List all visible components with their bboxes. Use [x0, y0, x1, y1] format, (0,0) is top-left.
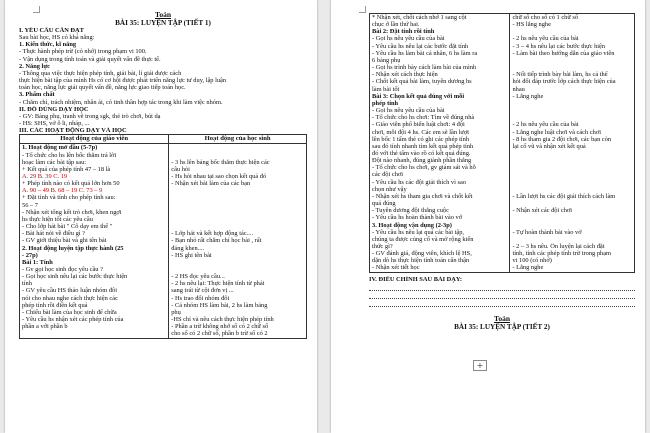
table-cell-line: - 27p) — [22, 251, 38, 259]
table-cell-line: nói cho nhau nghe cách thực hiện các — [22, 294, 118, 302]
table-cell-line: - 8 hs tham gia 2 đội chơi, các bạn còn — [512, 135, 612, 143]
table-cell-line: - Gọi hs trình bày cách làm bài của mình — [372, 64, 477, 72]
teacher-column — [370, 14, 510, 273]
table-cell-line: - Cho lớp hát bài " Cô dạy em thế " — [22, 223, 113, 231]
table-cell-line: 56 – 7 — [22, 201, 38, 209]
table-cell-line — [512, 64, 632, 71]
table-cell-line: các đội chơi — [372, 171, 404, 179]
right-page — [331, 0, 645, 433]
table-cell-line: chơi, mỗi đội 4 hs. Các em sẽ lần lượt — [372, 128, 470, 136]
table-cell-line: thức gì? — [372, 243, 393, 250]
table-cell-line: chục ở lần thứ hai. — [372, 21, 420, 29]
table-cell-line: tính — [22, 280, 32, 288]
table-cell-line: - Nhận xét hs tham gia chơi và chốt kết — [372, 192, 473, 200]
table-cell-line: - Nối tiếp trình bày bài làm, hs cả thể — [512, 71, 608, 79]
teacher-column — [20, 144, 169, 338]
table-cell-line: - Lắng nghe — [512, 92, 544, 100]
column-header: Hoạt động của học sinh — [169, 135, 307, 144]
table-cell-line: - Tự hoàn thành bài vào vở — [512, 228, 582, 236]
table-cell-line: - Gv gọi học sinh đọc yêu cầu ? — [22, 266, 103, 273]
paragraph: - Chăm chỉ, trách nhiệm, nhân ái, có tinh thần hợp tác trong khi làm việc nhóm. — [19, 98, 223, 106]
table-cell-line: - Chiếu bài làm của học sinh để chữa — [22, 308, 117, 316]
table-cell-line: vi 100 (có nhớ) — [512, 257, 552, 265]
table-cell-line: - 2 HS đọc yêu cầu... — [171, 273, 225, 281]
paragraph: - Thông qua việc thực hiện phép tính, giải bài, lí giải được cách — [19, 69, 182, 77]
table-cell-line: quả đúng — [372, 200, 396, 208]
table-cell-line: - GV đánh giá, động viên, khích lệ HS, — [372, 250, 472, 258]
subject-heading: Toán — [155, 10, 171, 19]
table-cell-line: nhau — [512, 85, 525, 93]
table-cell-line — [512, 186, 632, 193]
table-cell-line: Bài 1: Tính — [22, 258, 53, 266]
table-cell-line — [171, 266, 304, 273]
blank-line — [369, 292, 635, 299]
table-cell-line: - Yêu cầu hs nêu lại các bước đặt tính — [372, 42, 469, 50]
table-cell-line: - Yêu cầu hs các đội giải thích vì sao — [372, 178, 466, 186]
table-cell-line: - Bài hát nói về điều gì ? — [22, 230, 86, 238]
section-heading: I. YÊU CẦU CẦN ĐẠT — [19, 27, 84, 34]
table-cell-line: - Gọi hs nêu yêu cầu của bài — [372, 35, 445, 43]
section-heading: IV. ĐIỀU CHỈNH SAU BÀI DẠY: — [369, 275, 463, 283]
table-cell-line: A. 29 B. 39 C. 19 — [22, 172, 68, 180]
table-cell-line: 1. Hoạt động mở đầu (5-7p) — [22, 144, 98, 152]
table-cell-line: hs thực hiện tốt các yêu cầu — [22, 215, 93, 223]
table-cell-line: sang trái từ cột đơn vị ... — [171, 287, 234, 295]
table-cell-line — [512, 164, 632, 171]
student-column — [169, 144, 307, 338]
table-cell-line: sau đó tính nhanh tìm kết quả phép tính — [372, 142, 474, 150]
paragraph: - Thực hành phép trừ (có nhớ) trong phạm vi 100. — [19, 48, 147, 56]
table-cell-line: hoạc làm các bài tập sau: — [22, 158, 87, 166]
table-cell-line — [512, 57, 632, 64]
table-cell-line: - Nhận xét các đội chơi — [512, 207, 573, 215]
table-cell-line — [512, 107, 632, 114]
section-heading: II. ĐỒ DÙNG DẠY HỌC — [19, 105, 89, 113]
table-cell-line: lại cổ vũ và nhận xét kết quả — [512, 142, 586, 150]
table-cell-line: - Lần lượt hs các đội giải thích cách làm — [512, 192, 616, 200]
table-cell-line: Bài 2: Đặt tính rồi tính — [372, 28, 435, 36]
subsection-heading: 3. Phẩm chất — [19, 91, 55, 99]
paragraph: toán học, năng lực giải quyết vấn đề, năng lực giao tiếp toán học. — [19, 84, 186, 92]
table-cell-line — [171, 223, 304, 230]
table-cell-line: - Tổ chức cho hs chơi: Tìm về đúng nhà — [372, 114, 475, 122]
table-cell-line — [512, 214, 632, 221]
table-cell-line: - Yêu cầu hs làm bài cá nhân, 6 hs làm ra — [372, 49, 478, 57]
table-cell-line — [171, 187, 304, 194]
table-cell-line: phép tính rồi điền kết quả — [22, 301, 88, 309]
table-cell-line: chọn như vậy — [372, 185, 407, 193]
table-cell-line: - Lắng nghe luật chơi và cách chơi — [512, 128, 601, 136]
table-cell-line: -HS chỉ và nêu cách thực hiện phép tính — [171, 316, 274, 324]
table-cell-line: - Phần a trừ không nhớ số có 2 chữ số — [171, 323, 269, 331]
table-cell-line: - Nhận xét cách thực hiện — [372, 71, 438, 79]
table-cell-line: - Tổ chức cho hs chơi, gv giám sát và hỗ — [372, 164, 476, 172]
table-row — [20, 144, 307, 338]
table-cell-line: dặn dò hs thực hiện tính toán cẩn thận — [372, 257, 470, 265]
table-cell-line — [512, 236, 632, 243]
table-cell-line: - Nhận xét tiết học — [372, 264, 420, 272]
table-cell-line — [171, 144, 304, 151]
table-cell-line — [512, 200, 632, 207]
table-cell-line: phần a với phần b — [22, 323, 68, 331]
table-cell-line: - 2 hs nêu yêu cầu của bài — [512, 35, 579, 43]
table-cell-line — [171, 216, 304, 223]
table-cell-line: - Nhận xét bài làm của các bạn — [171, 180, 251, 188]
table-cell-line: - GV yêu cầu HS thảo luận nhóm đôi — [22, 287, 118, 295]
table-cell-line: làm bài tốt — [372, 85, 400, 93]
column-header: Hoạt động của giáo viên — [20, 135, 169, 144]
table-cell-line: phụ — [171, 308, 181, 316]
table-cell-line: - GV giới thiệu bài và ghi tên bài — [22, 237, 107, 245]
table-cell-line: - Nhận xét tổng kết trò chơi, khen ngợi — [22, 208, 122, 216]
table-cell-line: cho số có 2 chữ số, phần b trừ số có 2 — [171, 330, 268, 338]
table-cell-line: - 2 hs nêu yêu cầu của bài — [512, 121, 579, 129]
table-cell-line: A. 90 – 49 B. 68 – 19 C. 73 – 9 — [22, 187, 103, 195]
table-cell-line: - Chốt kết quả bài làm, tuyên dương hs — [372, 78, 472, 86]
left-page — [5, 0, 317, 433]
table-header-row — [20, 135, 307, 144]
table-cell-line: tính, tính các phép tính trừ trong phạm — [512, 250, 612, 258]
table-cell-line: đó với thẻ tấm vào rồ có kết quả đúng. — [372, 149, 471, 157]
table-row — [370, 14, 635, 273]
table-cell-line: - HS ghi tên bài — [171, 251, 212, 259]
next-lesson-title: BÀI 35: LUYỆN TẬP (TIẾT 2) — [454, 322, 550, 331]
table-cell-line: - 3 – 4 hs nêu lại các bước thực hiện — [512, 42, 606, 50]
table-cell-line — [171, 259, 304, 266]
table-cell-line — [512, 114, 632, 121]
table-cell-line — [512, 100, 632, 107]
table-cell-line — [512, 179, 632, 186]
table-cell-line: lên bốc 1 tấm thẻ có ghi các phép tính — [372, 135, 470, 143]
table-cell-line: 2. Hoạt động luyện tập thực hành (25 — [22, 244, 124, 252]
table-cell-line: chúng ta được củng cố và mở rộng kiến — [372, 235, 474, 243]
table-cell-line — [512, 28, 632, 35]
table-cell-line: đảng khen.... — [171, 244, 205, 252]
table-cell-line: 3. Hoạt động vận dụng (2-3p) — [372, 221, 452, 229]
table-cell-line: - Yêu cầu hs nêu lại quả các bài tập, — [372, 228, 465, 236]
table-cell-line: - Yêu cầu hs hoàn thành bài vào vở — [372, 214, 463, 222]
student-column — [510, 14, 635, 273]
table-cell-line: Bài 3: Chọn kết quả đúng với mỗi — [372, 92, 465, 100]
table-cell-line: - Tuyên dương đội thắng cuộc — [372, 207, 449, 215]
paragraph: - HS: SHS, vở ô li, nháp, ... — [19, 120, 90, 128]
table-cell-line: - 2 hs nêu lại: Thực hiện tính từ phải — [171, 280, 265, 288]
next-subject-heading: Toán — [494, 313, 510, 323]
table-cell-line — [512, 222, 632, 229]
table-cell-line: - Cả nhóm HS làm bài, 2 hs làm bảng — [171, 301, 268, 309]
add-row-icon[interactable]: + — [473, 360, 487, 371]
table-cell-line — [512, 171, 632, 178]
blank-line — [369, 300, 635, 307]
table-cell-line — [171, 194, 304, 201]
activities-table-continued — [369, 13, 635, 273]
paragraph: thực hiện bài tập của mình Hs có cơ hội được phát triển năng lực tư duy, lập luận — [19, 77, 227, 85]
table-cell-line — [512, 157, 632, 164]
blank-line — [369, 284, 635, 291]
table-cell-line — [171, 152, 304, 159]
table-cell-line: - Làm bài theo hướng dẫn của giáo viên — [512, 49, 615, 57]
table-cell-line: - Lớp hát và kết hợp động tác.... — [171, 230, 254, 238]
margin-mark — [359, 6, 366, 13]
activities-table — [19, 134, 307, 338]
table-cell-line: - Hs hỏi nhau tại sao chọn kết quả đó — [171, 172, 267, 180]
table-cell-line — [171, 209, 304, 216]
table-cell-line: - Hs trao đổi nhóm đôi — [171, 294, 230, 302]
lesson-title: BÀI 35: LUYỆN TẬP (TIẾT 1) — [115, 19, 211, 27]
table-cell-line — [171, 202, 304, 209]
table-cell-line: - 2 – 3 hs nêu. Ôn luyện lại cách đặt — [512, 243, 605, 250]
table-cell-line: câu hỏi — [171, 165, 190, 173]
paragraph: Sau bài học, HS có khả năng: — [19, 34, 95, 42]
table-cell-line: - 3 hs lên bảng bốc thăm thực hiện các — [171, 158, 270, 166]
table-cell-line: phép tính — [372, 99, 399, 107]
table-cell-line: + Kết quả của phép tính 47 – 18 là — [22, 165, 111, 173]
paragraph: - Vận dụng trong tính toán và giải quyết vấn đề thực tế. — [19, 55, 161, 63]
section-heading: III. CÁC HOẠT ĐỘNG DẠY VÀ HỌC — [19, 127, 127, 135]
table-cell-line: - Gọi hs nêu yêu cầu của bài — [372, 107, 445, 115]
table-cell-line: - HS lắng nghe — [512, 21, 551, 29]
table-cell-line — [512, 150, 632, 157]
table-cell-line: chữ số cho số có 1 chữ số — [512, 14, 579, 21]
table-cell-line: + Phép tính nào có kết quả lớn hơn 50 — [22, 180, 120, 188]
table-cell-line: hỏi đối đáp trước lớp cách thực hiện của — [512, 78, 616, 86]
subsection-heading: 1. Kiến thức, kĩ năng — [19, 41, 77, 49]
paragraph: - GV: Bảng phụ, tranh vẽ trong sgk, thẻ trò chơi, bút dạ — [19, 112, 161, 120]
table-cell-line: - Lắng nghe — [512, 264, 544, 272]
table-cell-line: - Giáo viên phổ biến luật chơi: 4 đội — [372, 121, 465, 129]
table-cell-line: - Tổ chức cho hs lên bốc thăm trả lời — [22, 151, 117, 159]
table-cell-line: - Gọi học sinh nêu lại các bước thực hiện — [22, 273, 128, 281]
table-cell-line: - Yêu cầu hs nhận xét các phép tính của — [22, 316, 124, 324]
table-cell-line: Đội nào nhanh, đúng giành phần thắng — [372, 157, 472, 165]
table-cell-line: - Bạn nhỏ rất chăm chỉ học bài , rất — [171, 237, 262, 245]
table-cell-line: 6 bảng phụ — [372, 56, 401, 64]
subsection-heading: 2. Năng lực — [19, 62, 50, 70]
table-cell-line: + Đặt tính và tính cho phép tính sau: — [22, 194, 116, 202]
table-cell-line: * Nhận xét, chốt cách nhớ 1 sang cột — [372, 14, 467, 21]
